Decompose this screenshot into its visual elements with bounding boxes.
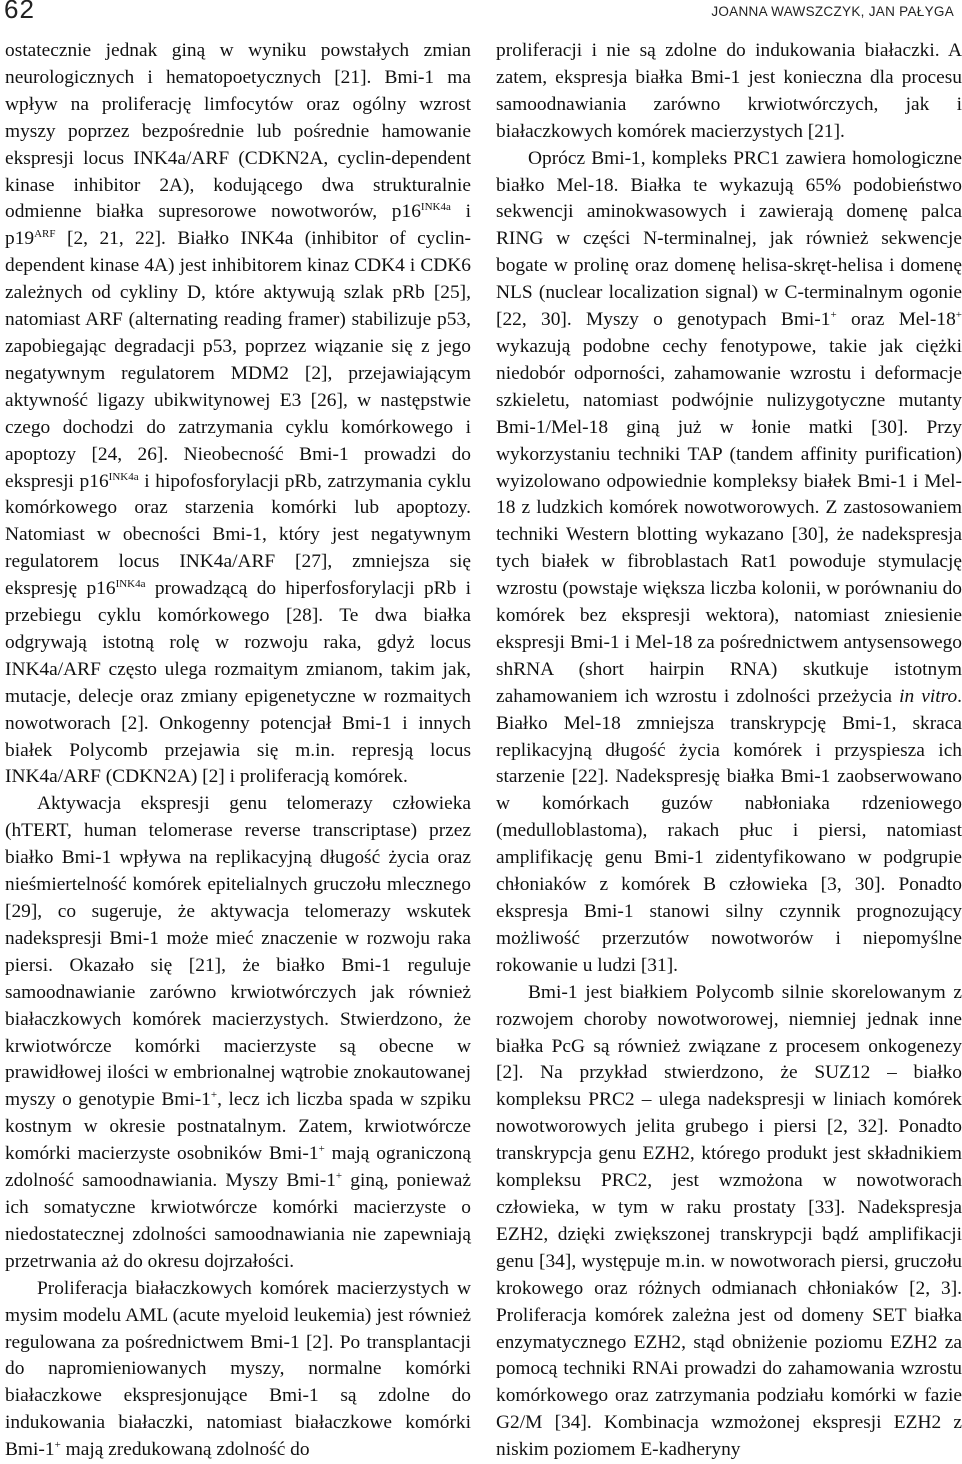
page-header <box>0 0 960 22</box>
paragraph: Proliferacja białaczkowych komórek macierzystych w mysim modelu AML (acute myeloid leukemia) jest również regulowana za pośrednictwem Bmi-1 [2]. Po transplantacji do napromieniowanych myszy, normalne komórki białaczkowe ekspresjonujące Bmi-1 są zdolne do indukowania białaczki, natomiast białaczkowe komórki Bmi-1+ mają zredukowaną zdolność do <box>5 1277 471 1461</box>
paragraph: Bmi-1 jest białkiem Polycomb silnie skorelowanym z rozwojem choroby nowotworowej, niemniej jednak inne białka PcG są również związane z procesem onkogenezy [2]. Na przykład stwierdzono, że SUZ12 – białko kompleksu PRC2 – ulega nadekspresji w liniach komórek nowotworowych jelita grubego i piersi [2, 32]. Ponadto transkrypcja genu EZH2, którego produkt jest składnikiem kompleksu PRC2, jest wzmożona w nowotworach człowieka, w tym w raku prostaty [33]. Nadekspresja EZH2, dzięki zwiększonej transkrypcji bądź amplifikacji genu [34], występuje m.in. w nowotworach piersi, gruczołu krokowego oraz różnych odmianach chłoniaków [2, 3]. Proliferacja komórek zależna jest od domeny SET białka enzymatycznego EZH2, stąd obniżenie poziomu EZH2 za pomocą techniki RNAi prowadzi do zahamowania wzrostu komórkowego oraz zatrzymania podziału komórki w fazie G2/M [34]. Kombinacja wzmożonej ekspresji EZH2 z niskim poziomem E-kadheryny <box>496 981 962 1461</box>
paragraph: proliferacji i nie są zdolne do indukowania białaczki. A zatem, ekspresja białka Bmi-1 jest konieczna dla procesu samoodnawiania zarówno krwiotwórczych, jak i białaczkowych komórek macierzystych [21]. <box>496 40 962 142</box>
paragraph: ostatecznie jednak giną w wyniku powstałych zmian neurologicznych i hematopoetycznych [21]. Bmi-1 ma wpływ na proliferację limfocytów oraz ogólny wzrost myszy poprzez bezpośrednie lub pośrednie hamowanie ekspresji locus INK4a/ARF (CDKN2A, cyclin-dependent kinase inhibitor 2A), kodującego dwa strukturalnie odmienne białka supresorowe nowotworów, $p16^{INK4a}$ i $p19^{ARF}$ [2, 21, 22]. Białko INK4a (inhibitor of cyclin-dependent kinase 4A) jest inhibitorem kinaz CDK4 i CDK6 zależnych od cykliny D, które aktywują szlak pRb [25], natomiast ARF (alternating reading framer) stabilizuje p53, zapobiegając degradacji p53, poprzez wiązanie się z jego negatywnym regulatorem MDM2 [2], przejawiającym aktywność ligazy ubikwitynowej E3 [26], w następstwie czego dochodzi do zatrzymania cyklu komórkowego i apoptozy [24, 26]. Nieobecność Bmi-1 prowadzi do ekspresji $p16^{INK4a}$ i hipofosforylacji pRb, zatrzymania cyklu komórkowego oraz starzenia komórki lub apoptozy. Natomiast w obecności Bmi-1, który jest negatywnym regulatorem locus INK4a/ARF [27], zmniejsza się ekspresję $p16^{INK4a}$ prowadzącą do hiperfosforylacji pRb i przebiegu cyklu komórkowego [28]. Te dwa białka odgrywają istotną rolę w rozwoju raka, gdyż locus INK4a/ARF często ulega rozmaitym zmianom, takim jak, mutacje, delecje oraz zmiany epigenetyczne w rozmaitych nowotworach [2]. Onkogenny potencjał Bmi-1 i innych białek Polycomb przejawia się m.in. represją locus INK4a/ARF (CDKN2A) [2] i proliferacją komórek. <box>5 40 471 788</box>
left-column <box>5 38 471 1464</box>
right-column <box>496 38 962 1464</box>
running-head-authors: JOANNA WAWSZCZYK, JAN PAŁYGA <box>711 4 954 19</box>
paragraph: Aktywacja ekspresji genu telomerazy człowieka (hTERT, human telomerase reverse transcriptase) przez białko Bmi-1 wpływa na replikacyjną długość życia oraz nieśmiertelność komórek epitelialnych gruczołu mlecznego [29], co sugeruje, że aktywacja telomerazy wskutek nadekspresji Bmi-1 może mieć znaczenie w rozwoju raka piersi. Okazało się [21], że białko Bmi-1 reguluje samoodnawianie zarówno krwiotwórczych jak również białaczkowych komórek macierzystych. Stwierdzono, że krwiotwórcze komórki macierzyste są obecne w prawidłowej ilości w embrionalnej wątrobie znokautowanej myszy o genotypie Bmi-1+, lecz ich liczba spada w szpiku kostnym w okresie postnatalnym. Zatem, krwiotwórcze komórki macierzyste osobników Bmi-1+ mają ograniczoną zdolność samoodnawiania. Myszy Bmi-1+ giną, ponieważ ich somatyczne krwiotwórcze komórki macierzyste o niedostatecznej zdolności samoodnawiania nie zapewniają przetrwania aż do okresu dojrzałości. <box>5 793 471 1272</box>
page-number: 62 <box>4 0 35 24</box>
paragraph: Oprócz Bmi-1, kompleks PRC1 zawiera homologiczne białko Mel-18. Białka te wykazują 65% podobieństwo sekwencji aminokwasowych i zawierają domenę palca RING w części N-terminalnej, jak również sekwencje bogate w prolinę oraz domenę helisa-skręt-helisa i domenę NLS (nuclear localization signal) w C-terminalnym ogonie [22, 30]. Myszy o genotypach Bmi-1+ oraz Mel-18+ wykazują podobne cechy fenotypowe, takie jak ciężki niedobór odporności, zahamowanie wzrostu i deformacje szkieletu, natomiast podwójnie nulizygotyczne mutanty Bmi-1/Mel-18 giną już w łonie matki [30]. Przy wykorzystaniu techniki TAP (tandem affinity purification) wyizolowano odpowiednie kompleksy białek Bmi-1 i Mel-18 z ludzkich komórek nowotworowych. Z zastosowaniem techniki Western blotting wykazano [30], że nadekspresja tych białek w fibroblastach Rat1 powoduje stymulację wzrostu (powstaje większa liczba kolonii, w porównaniu do komórek bez ekspresji wektora), natomiast zniesienie ekspresji Bmi-1 i Mel-18 za pośrednictwem antysensowego shRNA (short hairpin RNA) skutkuje istotnym zahamowaniem ich wzrostu i zdolności przeżycia in vitro. Białko Mel-18 zmniejsza transkrypcję Bmi-1, skraca replikacyjną długość życia komórek i przyspiesza ich starzenie [22]. Nadekspresję białka Bmi-1 zaobserwowano w komórkach guzów nabłoniaka rdzeniowego (medulloblastoma), rakach płuc i piersi, natomiast amplifikację genu Bmi-1 zidentyfikowano w podgrupie chłoniaków z komórek B człowieka [3, 30]. Ponadto ekspresja Bmi-1 stanowi silny czynnik prognozujący możliwość przerzutów nowotworów i niepomyślne rokowanie u ludzi [31]. <box>496 147 962 976</box>
